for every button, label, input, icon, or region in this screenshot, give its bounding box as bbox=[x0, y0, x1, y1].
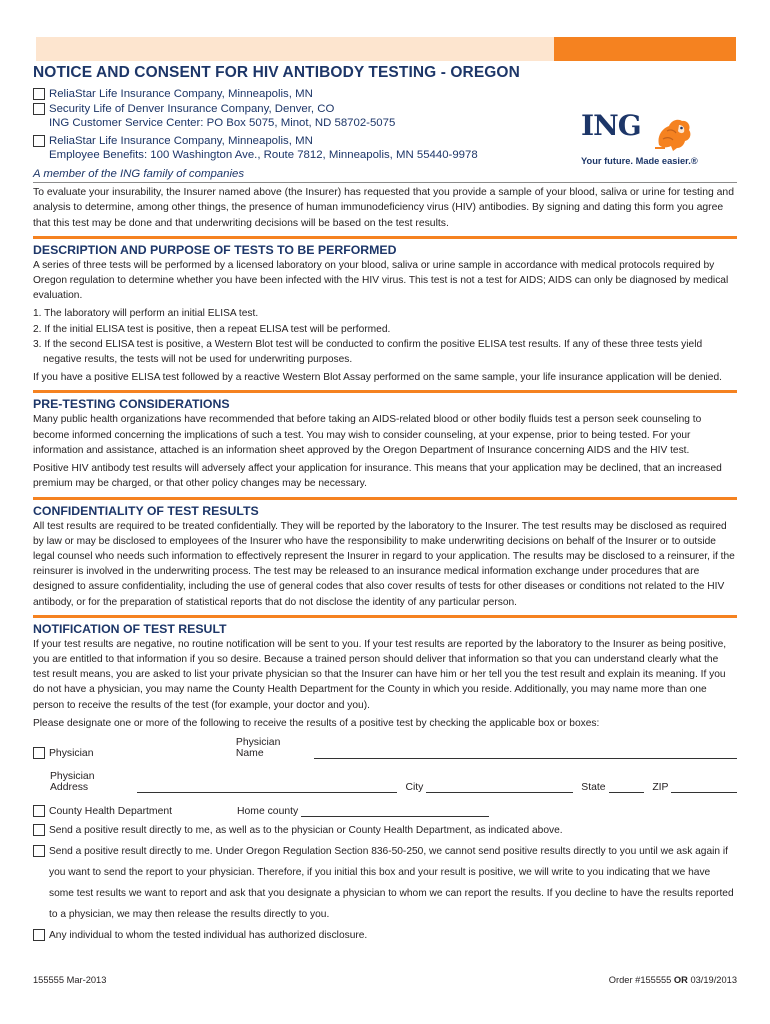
city-label: City bbox=[405, 781, 424, 793]
physician-checkbox[interactable] bbox=[33, 747, 45, 759]
order-prefix: Order #155555 bbox=[608, 975, 674, 985]
county-row bbox=[33, 804, 737, 817]
header-color-bar bbox=[36, 37, 736, 61]
option-send-me bbox=[33, 841, 737, 925]
paragraph: All test results are required to be treated confidentially. They will be reported by the laboratory to the Insurer. The test results may be disclosed as required by law or may be disclosed to employees of the Insurer who have the responsibility to make underwriting decisions on behalf of the Insurer or to outside legal counsel who needs such information to effectively represent the Insurer in regard to your application. The results may be disclosed to a reinsurer, if the reinsurer is involved in the underwriting process. The test may be released to an insurance medical information exchange under procedures that are designed to assure confidentiality, including the use of general codes that also cover results of tests for other diseases or conditions not related to the HIV antibody, or for the preparation of statistical reports that do not disclose the identity of any particular person. bbox=[33, 520, 735, 608]
company-checkbox-1[interactable] bbox=[33, 88, 45, 100]
section-divider bbox=[33, 615, 737, 618]
company-checkbox-2[interactable] bbox=[33, 103, 45, 115]
list-item: 1. The laboratory will perform an initial ELISA test. bbox=[33, 308, 259, 320]
section-pretesting-body bbox=[33, 412, 737, 491]
section-title-confidentiality: CONFIDENTIALITY OF TEST RESULTS bbox=[33, 503, 259, 518]
company-label: ReliaStar Life Insurance Company, Minneapolis, MN bbox=[49, 88, 313, 100]
company-label: Security Life of Denver Insurance Company, Denver, CO bbox=[49, 102, 335, 115]
any-individual-checkbox[interactable] bbox=[33, 929, 45, 941]
send-me-checkbox[interactable] bbox=[33, 845, 45, 857]
state-label: State bbox=[581, 781, 606, 793]
page-footer bbox=[33, 975, 737, 985]
home-county-label: Home county bbox=[237, 805, 299, 817]
form-number: 155555 Mar-2013 bbox=[33, 975, 107, 985]
list-item: 3. If the second ELISA test is positive, a Western Blot test will be conducted to confirm the positive ELISA test results. If any of these three tests yield negative results, the tests will not be used for underwriting purposes. bbox=[33, 338, 703, 366]
order-state: OR bbox=[673, 975, 688, 985]
member-line: A member of the ING family of companies bbox=[33, 167, 245, 180]
company-checkbox-3[interactable] bbox=[33, 135, 45, 147]
send-both-label: Send a positive result directly to me, as well as to the physician or County Health Department, as indicated above. bbox=[49, 824, 563, 836]
state-field[interactable] bbox=[609, 782, 645, 793]
section-description-body bbox=[33, 258, 737, 386]
section-title-description: DESCRIPTION AND PURPOSE OF TESTS TO BE PERFORMED bbox=[33, 242, 397, 257]
physician-address-row bbox=[33, 771, 737, 793]
section-divider bbox=[33, 236, 737, 239]
physician-name-label: Physician Name bbox=[235, 736, 281, 759]
order-date: 03/19/2013 bbox=[687, 975, 737, 985]
list-item: 2. If the initial ELISA test is positive, then a repeat ELISA test will be performed. bbox=[33, 323, 391, 335]
section-notification-body bbox=[33, 637, 737, 731]
company-label: ReliaStar Life Insurance Company, Minneapolis, MN bbox=[49, 134, 313, 147]
send-both-checkbox[interactable] bbox=[33, 824, 45, 836]
option-send-both bbox=[33, 820, 737, 841]
home-county-field[interactable] bbox=[301, 806, 489, 817]
any-individual-label: Any individual to whom the tested individual has authorized disclosure. bbox=[49, 929, 368, 941]
paragraph: Please designate one or more of the following to receive the results of a positive test by checking the applicable box or boxes: bbox=[33, 717, 600, 729]
divider bbox=[33, 182, 737, 183]
page-title: NOTICE AND CONSENT FOR HIV ANTIBODY TESTING - OREGON bbox=[33, 64, 520, 81]
zip-label: ZIP bbox=[652, 781, 669, 793]
company-address: Employee Benefits: 100 Washington Ave., Route 7812, Minneapolis, MN 55440-9978 bbox=[49, 149, 478, 162]
section-confidentiality-body bbox=[33, 519, 737, 610]
document-page bbox=[33, 64, 737, 946]
logo-wordmark: ING bbox=[581, 109, 641, 142]
physician-address-label: Physician Address bbox=[50, 770, 95, 793]
section-title-pretesting: PRE-TESTING CONSIDERATIONS bbox=[33, 397, 230, 412]
paragraph: Many public health organizations have recommended that before taking an AIDS-related blood or other bodily fluids test a person seek counseling to become informed concerning the implications of such a test. You may wish to consider counseling, at your expense, prior to being tested. For your information and assistance, attached is an information sheet approved by the Oregon Department of Insurance concerning AIDS and the HIV test. bbox=[33, 414, 702, 456]
section-divider bbox=[33, 497, 737, 500]
paragraph: Positive HIV antibody test results will adversely affect your application for insurance. This means that your application may be declined, that an increased premium may be charged, or that other policy changes may be necessary. bbox=[33, 463, 722, 490]
logo-tagline: Your future. Made easier.® bbox=[581, 156, 698, 166]
order-number bbox=[609, 975, 737, 985]
paragraph: If your test results are negative, no routine notification will be sent to you. If your test results are reported by the laboratory to the Insurer as being positive, you are entitled to that information if you so desire. Because a trained person should deliver that information so that you can understand clearly what the test result means, you are asked to list your private physician so that the Insurer can have him or her tell you the test result and explain its meaning. If you do not have a physician, you may name the County Health Department for the County in which you reside. Additionally, you may name more than one person to receive the results of the test (for example, your doctor and you). bbox=[33, 638, 727, 711]
physician-address-field[interactable] bbox=[137, 782, 397, 793]
county-checkbox[interactable] bbox=[33, 805, 45, 817]
section-title-notification: NOTIFICATION OF TEST RESULT bbox=[33, 621, 227, 636]
section-divider bbox=[33, 390, 737, 393]
paragraph: If you have a positive ELISA test followed by a reactive Western Blot Assay performed on the same sample, your life insurance application will be denied. bbox=[33, 372, 722, 384]
option-any-individual bbox=[33, 925, 737, 946]
intro-paragraph: To evaluate your insurability, the Insurer named above (the Insurer) has requested that you provide a sample of your blood, saliva or urine for testing and analysis to determine, among other things, the presence of human immunodeficiency virus (HIV) antibodies. By signing and dating this form you agree that this test may be done and that underwriting decisions will be based on the test results. bbox=[33, 186, 734, 229]
lion-icon bbox=[651, 115, 695, 153]
company-address: ING Customer Service Center: PO Box 5075, Minot, ND 58702-5075 bbox=[49, 117, 396, 130]
physician-label: Physician bbox=[49, 747, 94, 759]
paragraph: A series of three tests will be performed by a licensed laboratory on your blood, saliva or urine sample in accordance with medical protocols required by Oregon regulation to determine whether you have been infected with the HIV virus. This test is not a test for AIDS; AIDS can only be diagnosed by medical evaluation. bbox=[33, 259, 729, 302]
insurer-company-block bbox=[33, 87, 737, 166]
physician-name-field[interactable] bbox=[314, 748, 737, 759]
city-field[interactable] bbox=[426, 782, 573, 793]
county-dept-label: County Health Department bbox=[49, 805, 173, 817]
physician-row bbox=[33, 737, 737, 759]
send-me-label: Send a positive result directly to me. Under Oregon Regulation Section 836-50-250, we cannot send positive results directly to you until we ask again if you want to send the report to your physician. Therefore, if you initial this box and your result is positive, we will write to you indicating that we have some test results we want to report and ask that you designate a physician to whom we can report the results. If you decline to have the results reported to a physician, we may then release the results directly to you. bbox=[49, 845, 734, 920]
company-option-reliastar-1 bbox=[33, 87, 737, 102]
ing-logo bbox=[581, 109, 709, 169]
zip-field[interactable] bbox=[671, 782, 737, 793]
